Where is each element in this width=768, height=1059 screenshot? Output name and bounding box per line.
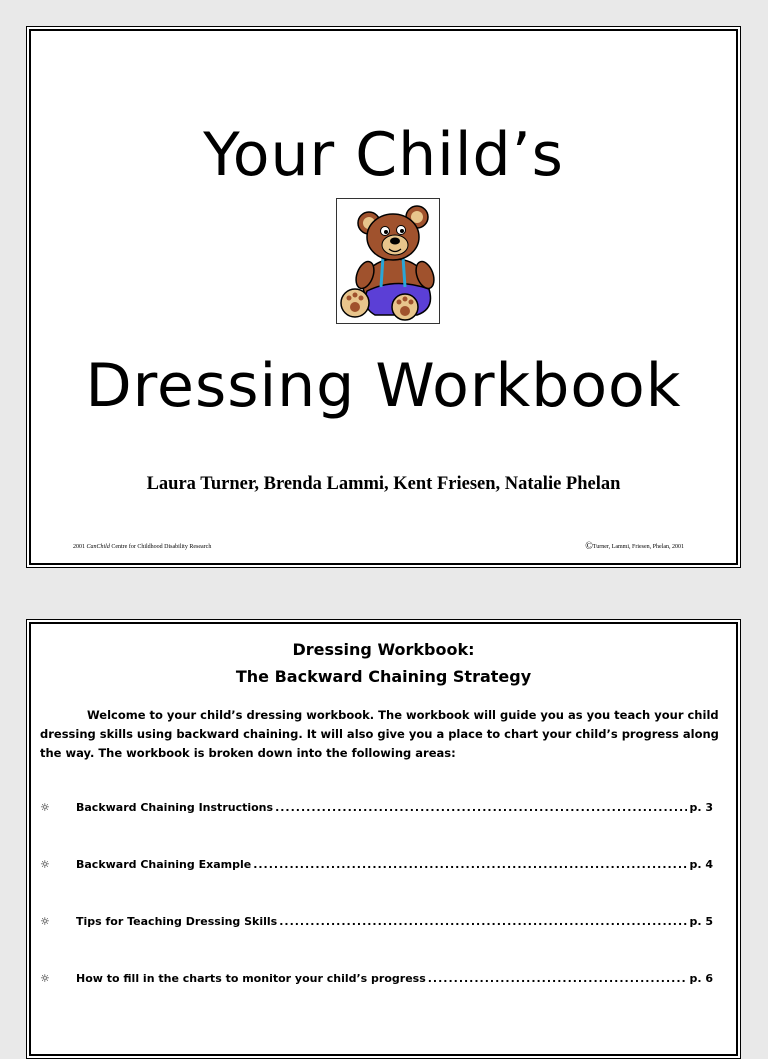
footer-right-text: Turner, Lammi, Friesen, Phelan, 2001: [592, 544, 684, 550]
sun-bullet-icon: ☼: [40, 972, 50, 985]
contents-page: [26, 619, 741, 1059]
list-item: [27, 972, 740, 1029]
dot-leader: [428, 972, 688, 986]
sun-bullet-icon: ☼: [40, 915, 50, 928]
cover-title-line1: Your Child’s: [203, 120, 564, 190]
footer-left-italic: CanChild: [86, 544, 110, 550]
toc-item-page: p. 3: [689, 801, 713, 814]
sun-bullet-icon: ☼: [40, 858, 50, 871]
cover-footer-right: [585, 541, 684, 552]
toc-item-label: Tips for Teaching Dressing Skills: [76, 915, 278, 928]
footer-left-prefix: 2001: [73, 544, 87, 550]
contents-heading-line2: The Backward Chaining Strategy: [235, 667, 532, 686]
cover-authors: Laura Turner, Brenda Lammi, Kent Friesen, Natalie Phelan: [146, 474, 621, 494]
list-item: [27, 801, 740, 858]
copyright-icon: ©: [585, 541, 593, 552]
footer-left-suffix: Centre for Childhood Disability Research: [109, 544, 212, 550]
intro-text: Welcome to your child’s dressing workbook. The workbook will guide you as you teach your child dressing skills using backward chaining. It will also give you a place to chart your child’s progress along the way. The workbook is broken down into the following areas:: [40, 708, 719, 760]
cover-page: [26, 26, 741, 568]
dot-leader: [275, 801, 687, 815]
sun-bullet-icon: ☼: [40, 801, 50, 814]
toc-item-label: How to fill in the charts to monitor your child’s progress: [76, 972, 426, 985]
toc-item-page: p. 5: [689, 915, 713, 928]
contents-list: [27, 801, 740, 1029]
toc-item-label: Backward Chaining Example: [76, 858, 252, 871]
teddy-bear-icon: [336, 198, 440, 324]
toc-item-page: p. 6: [689, 972, 713, 985]
toc-item-label: Backward Chaining Instructions: [76, 801, 274, 814]
intro-paragraph: [40, 706, 730, 763]
cover-footer-left: [73, 544, 211, 550]
dot-leader: [279, 915, 687, 929]
toc-item-page: p. 4: [689, 858, 713, 871]
cover-title-line2: Dressing Workbook: [85, 351, 682, 421]
contents-heading-line1: Dressing Workbook:: [292, 640, 475, 659]
list-item: [27, 858, 740, 915]
dot-leader: [253, 858, 687, 872]
list-item: [27, 915, 740, 972]
